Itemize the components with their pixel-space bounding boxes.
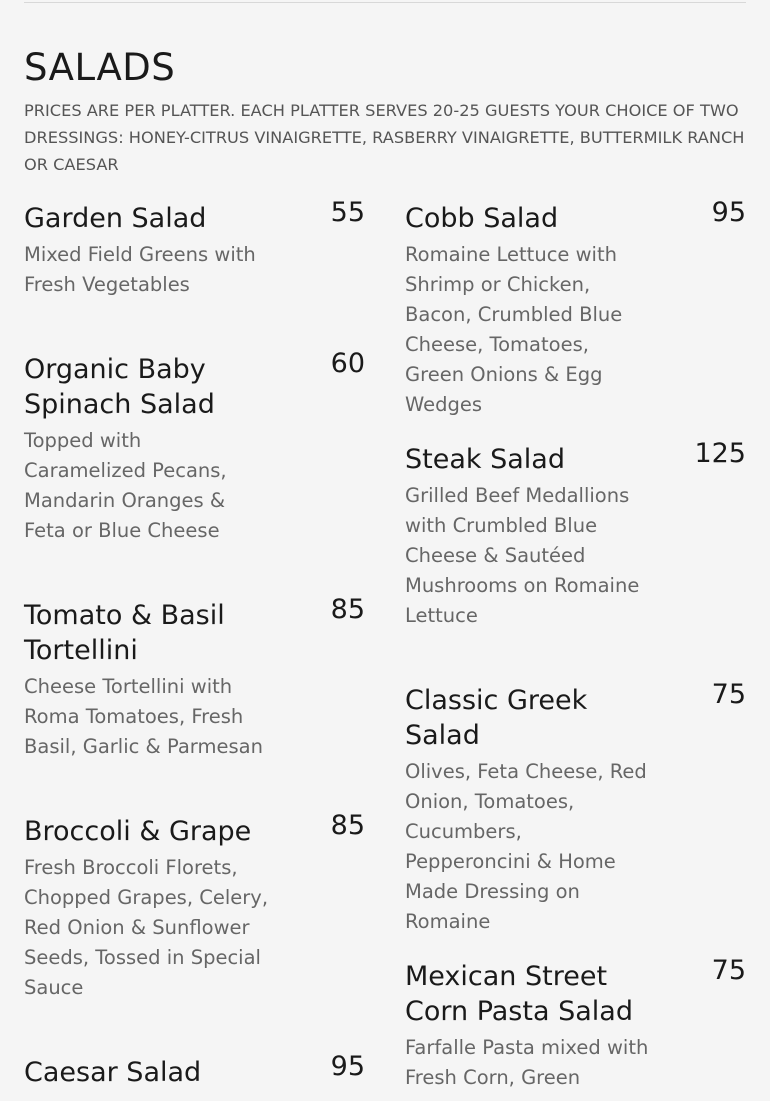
item-price: 75 <box>711 679 746 710</box>
item-name: Garden Salad <box>24 203 207 234</box>
item-price: 95 <box>330 1051 365 1082</box>
item-price: 60 <box>330 348 365 379</box>
section-note: PRICES ARE PER PLATTER. EACH PLATTER SERVES 20-25 GUESTS YOUR CHOICE OF TWO DRESSINGS: HONEY-CITRUS VINAIGRETTE, RASBERRY VINAIGRETTE, BUTTERMILK RANCH OR CAESAR <box>24 101 745 174</box>
item-name: Cobb Salad <box>405 203 559 234</box>
item-name: Steak Salad <box>405 444 565 475</box>
menu-item <box>405 679 746 937</box>
item-price: 85 <box>330 810 365 841</box>
item-description: Olives, Feta Cheese, Red Onion, Tomatoes, Cucumbers, Pepperoncini & Home Made Dressing on Romaine <box>405 760 647 933</box>
item-name: Classic Greek Salad <box>405 685 588 751</box>
item-description: Grilled Beef Medallions with Crumbled Blue Cheese & Sautéed Mushrooms on Romaine Lettuce <box>405 484 640 627</box>
item-price: 95 <box>711 197 746 228</box>
item-price: 75 <box>711 955 746 986</box>
item-name: Caesar Salad <box>24 1057 202 1088</box>
item-name: Mexican Street Corn Pasta Salad <box>405 961 633 1027</box>
item-description: Fresh Broccoli Florets, Chopped Grapes, Celery, Red Onion & Sunflower Seeds, Tossed in Special Sauce <box>24 856 269 999</box>
item-price: 55 <box>330 197 365 228</box>
menu-item <box>405 197 746 420</box>
menu-item <box>405 438 746 631</box>
menu-item <box>24 594 365 762</box>
item-description: Farfalle Pasta mixed with Fresh Corn, Green <box>405 1036 649 1089</box>
item-description: Topped with Caramelized Pecans, Mandarin Oranges & Feta or Blue Cheese <box>24 429 227 542</box>
item-name: Tomato & Basil Tortellini <box>24 600 225 666</box>
section-title: SALADS <box>24 46 176 89</box>
item-price: 125 <box>694 438 746 469</box>
item-price: 85 <box>330 594 365 625</box>
menu-item <box>24 348 365 546</box>
item-name: Broccoli & Grape <box>24 816 252 847</box>
item-description: Romaine Lettuce with Shrimp or Chicken, Bacon, Crumbled Blue Cheese, Tomatoes, Green Onions & Egg Wedges <box>405 243 623 416</box>
menu-item <box>24 810 365 1003</box>
menu-item <box>24 1051 365 1094</box>
item-description: Cheese Tortellini with Roma Tomatoes, Fresh Basil, Garlic & Parmesan <box>24 675 263 758</box>
item-name: Organic Baby Spinach Salad <box>24 354 215 420</box>
top-divider <box>24 2 746 3</box>
menu-item <box>405 955 746 1093</box>
item-description: Mixed Field Greens with Fresh Vegetables <box>24 243 256 296</box>
menu-item <box>24 197 365 300</box>
